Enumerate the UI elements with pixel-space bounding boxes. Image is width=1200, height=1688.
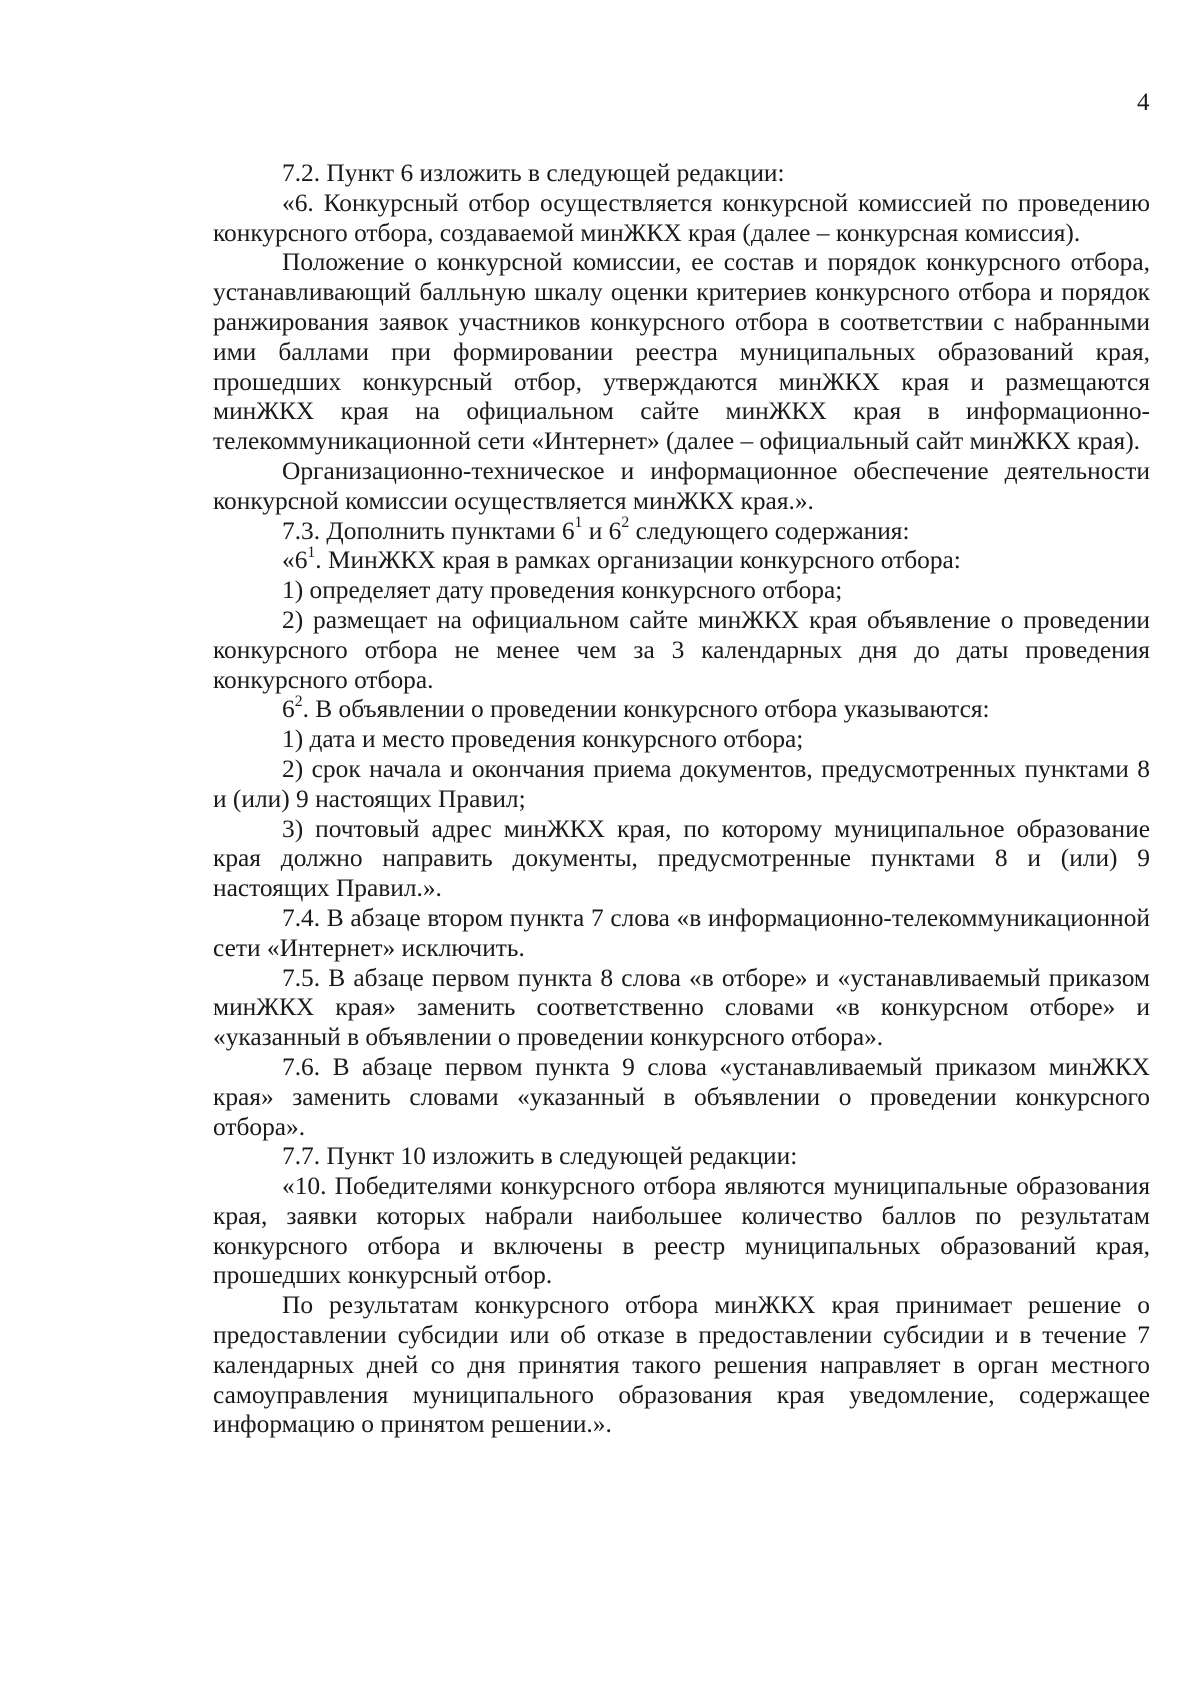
list-item-publish-announcement: 2) размещает на официальном сайте минЖКХ края объявление о проведении конкурсного отбора не менее чем за 3 календарных дня до даты проведения конкурсного отбора.: [213, 605, 1150, 694]
text-fragment: следующего содержания:: [629, 516, 910, 545]
text-fragment: 6: [282, 695, 295, 724]
superscript: 2: [621, 513, 630, 531]
paragraph-7-6: 7.6. В абзаце первом пункта 9 слова «устанавливаемый приказом минЖКХ края» заменить словами «указанный в объявлении о проведении конкурсного отбора».: [213, 1052, 1150, 1141]
list-item-postal-address: 3) почтовый адрес минЖКХ края, по которому муниципальное образование края должно направить документы, предусмотренные пунктами 8 и (или) 9 настоящих Правил.».: [213, 814, 1150, 903]
document-body: [213, 159, 1150, 1440]
paragraph-7-4: 7.4. В абзаце втором пункта 7 слова «в информационно-телекоммуникационной сети «Интернет» исключить.: [213, 903, 1150, 962]
list-item-document-deadline: 2) срок начала и окончания приема документов, предусмотренных пунктами 8 и (или) 9 настоящих Правил;: [213, 754, 1150, 813]
list-item-date-place: 1) дата и место проведения конкурсного отбора;: [282, 725, 804, 754]
paragraph-commission-regulation: Положение о конкурсной комиссии, ее состав и порядок конкурсного отбора, устанавливающий балльную шкалу оценки критериев конкурсного отбора и порядок ранжирования заявок участников конкурсного отбора в соответствии с набранными ими баллами при формировании реестра муниципальных образований края, прошедших конкурсный отбор, утверждаются минЖКХ края и размещаются минЖКХ края на официальном сайте минЖКХ края в информационно-телекоммуникационной сети «Интернет» (далее – официальный сайт минЖКХ края).: [213, 248, 1150, 456]
text-fragment: «6: [282, 546, 308, 575]
paragraph-organizational-support: Организационно-техническое и информационное обеспечение деятельности конкурсной комиссии осуществляется минЖКХ края.».: [213, 456, 1150, 515]
superscript: 1: [574, 513, 583, 531]
list-item-determine-date: 1) определяет дату проведения конкурсного отбора;: [282, 576, 843, 605]
superscript: 2: [294, 692, 303, 710]
text-fragment: и 6: [582, 516, 622, 545]
paragraph-clause-6-2: [213, 692, 1150, 725]
page-number: 4: [1137, 89, 1150, 116]
paragraph-7-3: [213, 513, 1150, 547]
text-fragment: . МинЖКХ края в рамках организации конкурсного отбора:: [315, 546, 961, 575]
text-fragment: . В объявлении о проведении конкурсного отбора указываются:: [302, 695, 990, 724]
paragraph-7-7: 7.7. Пункт 10 изложить в следующей редакции:: [282, 1142, 798, 1171]
paragraph-clause-10: «10. Победителями конкурсного отбора являются муниципальные образования края, заявки которых набрали наибольшее количество баллов по результатам конкурсного отбора и включены в реестр муниципальных образований края, прошедших конкурсный отбор.: [213, 1172, 1150, 1290]
text-fragment: 7.3. Дополнить пунктами 6: [282, 516, 575, 545]
superscript: 1: [307, 543, 316, 561]
paragraph-clause-6-1: [213, 543, 1150, 576]
paragraph-7-2: 7.2. Пункт 6 изложить в следующей редакции:: [282, 159, 785, 187]
paragraph-clause-6: «6. Конкурсный отбор осуществляется конкурсной комиссией по проведению конкурсного отбора, создаваемой минЖКХ края (далее – конкурсная комиссия).: [213, 188, 1150, 247]
paragraph-decision: По результатам конкурсного отбора минЖКХ края принимает решение о предоставлении субсидии или об отказе в предоставлении субсидии и в течение 7 календарных дней со дня принятия такого решения направляет в орган местного самоуправления муниципального образования края уведомление, содержащее информацию о принятом решении.».: [213, 1291, 1150, 1439]
paragraph-7-5: 7.5. В абзаце первом пункта 8 слова «в отборе» и «устанавливаемый приказом минЖКХ края» заменить соответственно словами «в конкурсном отборе» и «указанный в объявлении о проведении конкурсного отбора».: [213, 963, 1150, 1052]
